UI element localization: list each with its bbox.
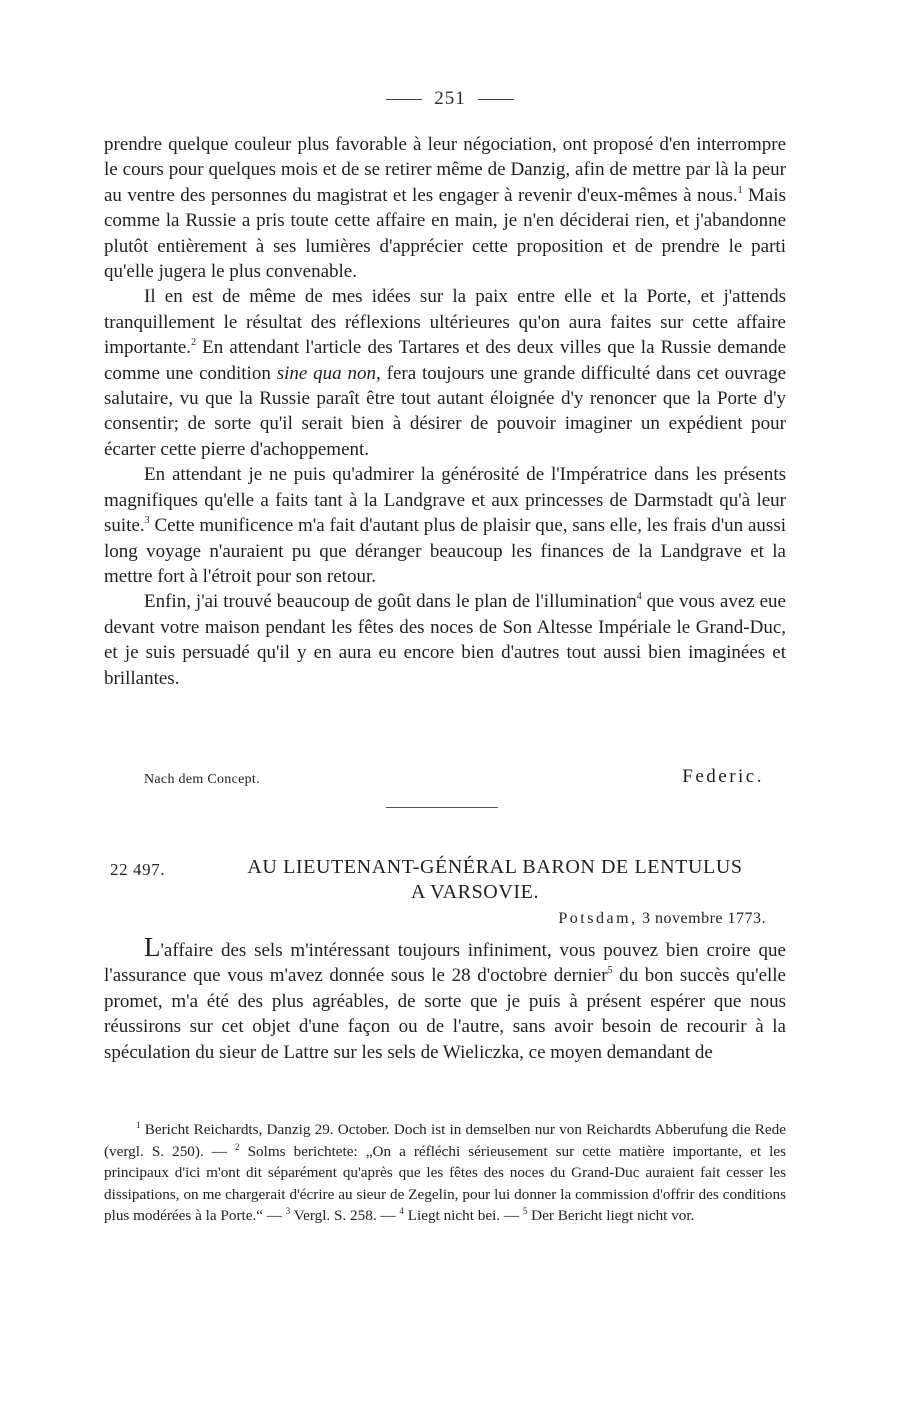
letter-continuation — [104, 132, 786, 691]
heading-line-1: AU LIEUTENANT-GÉNÉRAL BARON DE LENTULUS — [247, 856, 743, 878]
footnote-marker: 1 — [136, 1120, 141, 1130]
footnote-ref: 1 — [737, 184, 743, 196]
dateline-place: Potsdam, — [558, 910, 638, 927]
dateline — [558, 910, 766, 928]
paragraph — [104, 284, 786, 462]
text-span: Cette munificence m'a fait d'autant plus de plaisir que, sans elle, les frais d'un aussi long voyage n'auraient pu que déranger beaucoup les finances de la Landgrave et la mettre fort à l'étroit pour son retour. — [104, 515, 786, 587]
footnote-ref: 4 — [636, 591, 642, 603]
footnotes — [104, 1119, 786, 1227]
letter-heading — [104, 855, 786, 905]
text-span: prendre quelque couleur plus favorable à leur négociation, ont proposé d'en interrompre le cours pour quelques mois et de se retirer même de Danzig, afin de mettre par là la peur au ventre des personnes du magistrat et les engager à revenir d'eux-mêmes à nous. — [104, 134, 786, 206]
letter-number: 22 497. — [110, 860, 166, 879]
header-dash-right — [478, 99, 514, 100]
section-divider — [386, 807, 498, 808]
text-span: fera toujours une grande difficulté dans cet ouvrage salutaire, vu que la Russie paraît être tout autant éloignée d'y renoncer que la Porte d'y consentir; de sorte qu'il serait bien à désirer de pouvoir imaginer un expédient pour écarter cette pierre d'achoppement. — [104, 362, 787, 460]
signoff — [144, 766, 764, 788]
letter-body — [104, 932, 786, 1065]
page-number: 251 — [434, 88, 466, 109]
text-span: En attendant l'article des Tartares et des deux villes que la Russie demande comme une condition — [104, 337, 786, 384]
paragraph — [104, 589, 786, 691]
footnote-marker: 3 — [285, 1206, 291, 1217]
text-span: Mais comme la Russie a pris toute cette affaire en main, je n'en déciderai rien, et j'abandonne plutôt entièrement à ses lumières d'apprécier cette proposition et de prendre le parti qu'elle jugera le plus convenable. — [104, 184, 787, 283]
footnote-text: Solms berichtete: „On a réfléchi sérieusement sur cette matière importante, et les principaux d'ici m'ont dit séparément qu'après que les fêtes des noces du Grand-Duc auraient fait cesser les dissipations, on me chargerait d'écrire au sieur de Zegelin, pour lui donner la commission d'offrir des conditions plus modérées à la Porte.“ — — [104, 1142, 786, 1225]
footnote-text: Liegt nicht bei. — — [403, 1207, 523, 1225]
text-span: du bon succès qu'elle promet, m'a été des plus agréables, de sorte que je puis à présent espérer que nous réussirons sur cet objet d'une façon ou de l'autre, sans avoir besoin de recourir à la spéculation du sieur de Lattre sur les sels de Wieliczka, ce moyen demandant de — [104, 965, 786, 1063]
footnote-marker: 4 — [399, 1206, 404, 1217]
signature: Federic. — [682, 766, 764, 787]
source-note: Nach dem Concept. — [144, 772, 260, 787]
header-dash-left — [386, 99, 422, 100]
footnote-marker: 2 — [235, 1141, 240, 1152]
text-span: Il en est de même de mes idées sur la paix entre elle et la Porte, et j'attends tranquillement le résultat des réflexions ultérieures qu'on aura faites sur cette affaire importante. — [104, 286, 786, 359]
paragraph — [104, 932, 786, 1065]
heading-line-2: A VARSOVIE. — [410, 881, 540, 903]
footnote-block — [104, 1119, 786, 1227]
footnote-text: Bericht Reichardts, Danzig 29. October. Doch ist in demselben nur von Reichardts Abberufung die Rede (vergl. S. 250). — — [104, 1121, 786, 1160]
text-span: Enfin, j'ai trouvé beaucoup de goût dans le plan de l'illumination — [144, 591, 637, 613]
page-header — [0, 88, 900, 110]
footnote-text: Vergl. S. 258. — — [290, 1207, 400, 1225]
text-span: En attendant je ne puis qu'admirer la générosité de l'Impératrice dans les présents magnifiques qu'elle a faits tant à la Landgrave et aux princesses de Darmstadt qu'à leur suite. — [104, 464, 786, 537]
text-span: 'affaire des sels m'intéressant toujours infiniment, vous pouvez bien croire que l'assurance que vous m'avez donnée sous le 28 d'octobre dernier — [104, 940, 786, 987]
footnote-marker: 5 — [522, 1206, 528, 1217]
footnote-ref: 5 — [607, 965, 613, 977]
text-span: que vous avez eue devant votre maison pendant les fêtes des noces de Son Altesse Impériale le Grand-Duc, et je suis persuadé qu'il y en aura eu encore bien d'autres tout aussi bien imaginées et brillantes. — [104, 591, 786, 689]
dateline-date: 3 novembre 1773. — [637, 910, 766, 927]
initial-letter: L — [144, 932, 161, 962]
footnote-ref: 2 — [191, 337, 197, 349]
footnote-text: Der Bericht liegt nicht vor. — [527, 1207, 695, 1225]
italic-phrase: sine qua non, — [276, 362, 381, 384]
paragraph — [104, 132, 786, 284]
paragraph — [104, 462, 786, 589]
footnote-ref: 3 — [144, 515, 150, 527]
